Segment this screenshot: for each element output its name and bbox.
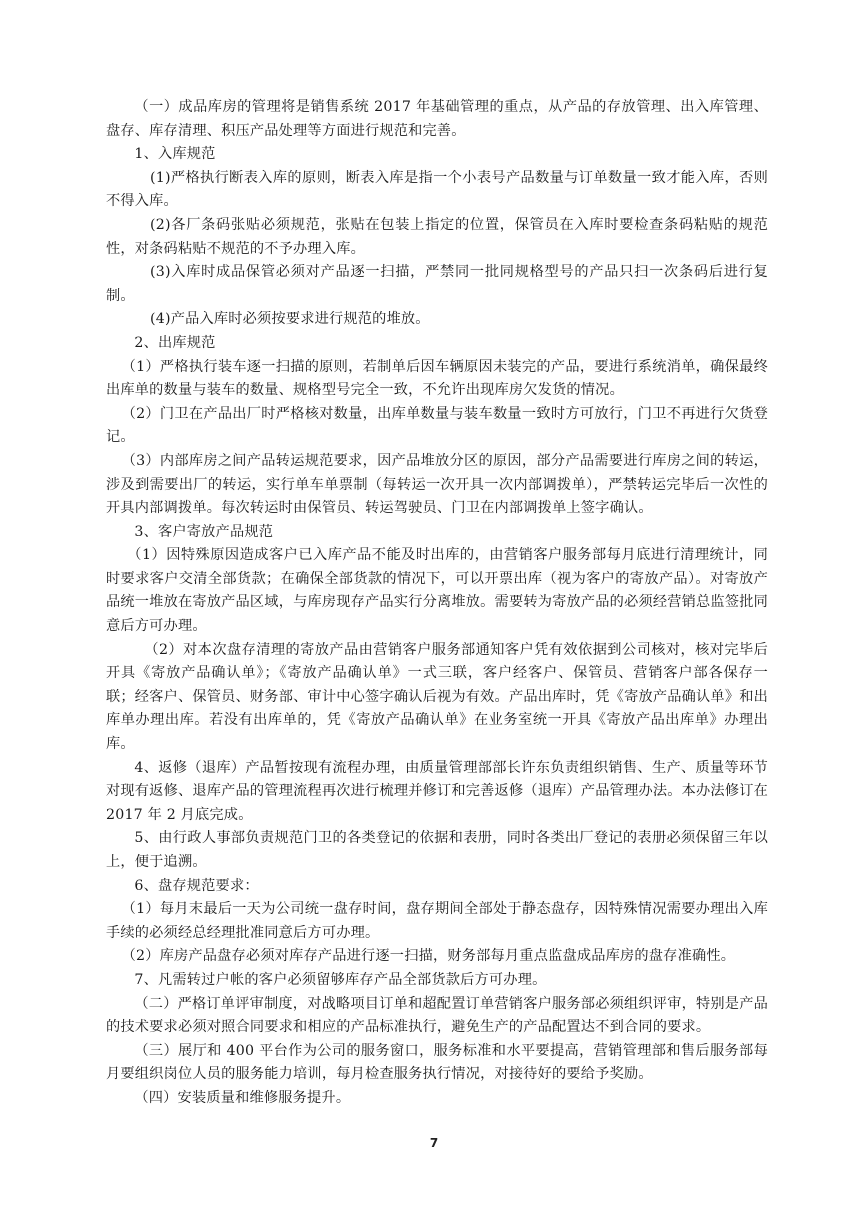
paragraph-inbound-4: (4)产品入库时必须按要求进行规范的堆放。 — [150, 311, 430, 328]
heading-stocktake-rules: 6、盘存规范要求： — [134, 877, 259, 894]
page-number: 7 — [429, 1136, 439, 1150]
paragraph-inbound-2: (2)各厂条码张贴必须规范，张贴在包装上指定的位置，保管员在入库时要检查条码粘贴的规范性，对条码粘贴不规范的不予办理入库。 — [106, 216, 768, 257]
paragraph-section-2: （二）严格订单评审制度，对战略项目订单和超配置订单营销客户服务部必须组织评审，特别是产品的技术要求必须对照合同要求和相应的产品标准执行，避免生产的产品配置达不到合同的要求。 — [106, 995, 768, 1036]
paragraph-stocktake-2: （2）库房产品盘存必须对库存产品进行逐一扫描，财务部每月重点监盘成品库房的盘存准确性。 — [121, 948, 736, 965]
paragraph-inbound-3: (3)入库时成品保管必须对产品逐一扫描，严禁同一批同规格型号的产品只扫一次条码后进行复制。 — [106, 264, 768, 304]
paragraph-section-1: （一）成品库房的管理将是销售系统 2017 年基础管理的重点，从产品的存放管理、出入库管理、盘存、库存清理、积压产品处理等方面进行规范和完善。 — [106, 99, 768, 139]
paragraph-section-4: （四）安装质量和维修服务提升。 — [134, 1089, 351, 1106]
paragraph-outbound-3: （3）内部库房之间产品转运规范要求，因产品堆放分区的原因，部分产品需要进行库房之间的转运，涉及到需要出厂的转运，实行单车单票制（每转运一次开具一次内部调拨单），严禁转运完毕后一次性的开具内部调拨单。每次转运时由保管员、转运驾驶员、门卫在内部调拨单上签字确认。 — [106, 452, 768, 517]
heading-consignment-rules: 3、客户寄放产品规范 — [134, 523, 274, 540]
heading-outbound-rules: 2、出库规范 — [134, 334, 216, 351]
paragraph-inbound-1: (1)严格执行断表入库的原则，断表入库是指一个小表号产品数量与订单数量一致才能入库，否则不得入库。 — [106, 169, 768, 210]
paragraph-gate-records: 5、由行政人事部负责规范门卫的各类登记的依据和表册，同时各类出厂登记的表册必须保留三年以上，便于追溯。 — [106, 830, 768, 870]
paragraph-returns: 4、返修（退库）产品暂按现有流程办理，由质量管理部部长许东负责组织销售、生产、质量等环节对现有返修、退库产品的管理流程再次进行梳理并修订和完善返修（退库）产品管理办法。本办法修订在 2017 年 2 月底完成。 — [106, 759, 768, 823]
paragraph-account-transfer: 7、凡需转过户帐的客户必须留够库存产品全部货款后方可办理。 — [134, 971, 547, 988]
heading-inbound-rules: 1、入库规范 — [134, 146, 216, 163]
paragraph-section-3: （三）展厅和 400 平台作为公司的服务窗口，服务标准和水平要提高，营销管理部和售后服务部每月要组织岗位人员的服务能力培训，每月检查服务执行情况，对接待好的要给予奖励。 — [106, 1042, 768, 1083]
paragraph-consignment-2: （2）对本次盘存清理的寄放产品由营销客户服务部通知客户凭有效依据到公司核对，核对完毕后开具《寄放产品确认单》；《寄放产品确认单》一式三联，客户经客户、保管员、营销客户部各保存一联；经客户、保管员、财务部、审计中心签字确认后视为有效。产品出库时，凭《寄放产品确认单》和出库单办理出库。若没有出库单的，凭《寄放产品确认单》在业务室统一开具《寄放产品出库单》办理出库。 — [106, 641, 768, 753]
paragraph-consignment-1: （1）因特殊原因造成客户已入库产品不能及时出库的，由营销客户服务部每月底进行清理统计，同时要求客户交清全部货款；在确保全部货款的情况下，可以开票出库（视为客户的寄放产品）。对寄放产品统一堆放在寄放产品区域，与库房现存产品实行分离堆放。需要转为寄放产品的必须经营销总监签批同意后方可办理。 — [106, 547, 768, 635]
paragraph-stocktake-1: （1）每月末最后一天为公司统一盘存时间，盘存期间全部处于静态盘存，因特殊情况需要办理出入库手续的必须经总经理批准同意后方可办理。 — [106, 901, 768, 941]
paragraph-outbound-2: （2）门卫在产品出厂时严格核对数量，出库单数量与装车数量一致时方可放行，门卫不再进行欠货登记。 — [106, 405, 768, 446]
paragraph-outbound-1: （1）严格执行装车逐一扫描的原则，若制单后因车辆原因未装完的产品，要进行系统消单，确保最终出库单的数量与装车的数量、规格型号完全一致，不允许出现库房欠发货的情况。 — [106, 358, 768, 399]
document-body — [106, 96, 768, 1111]
